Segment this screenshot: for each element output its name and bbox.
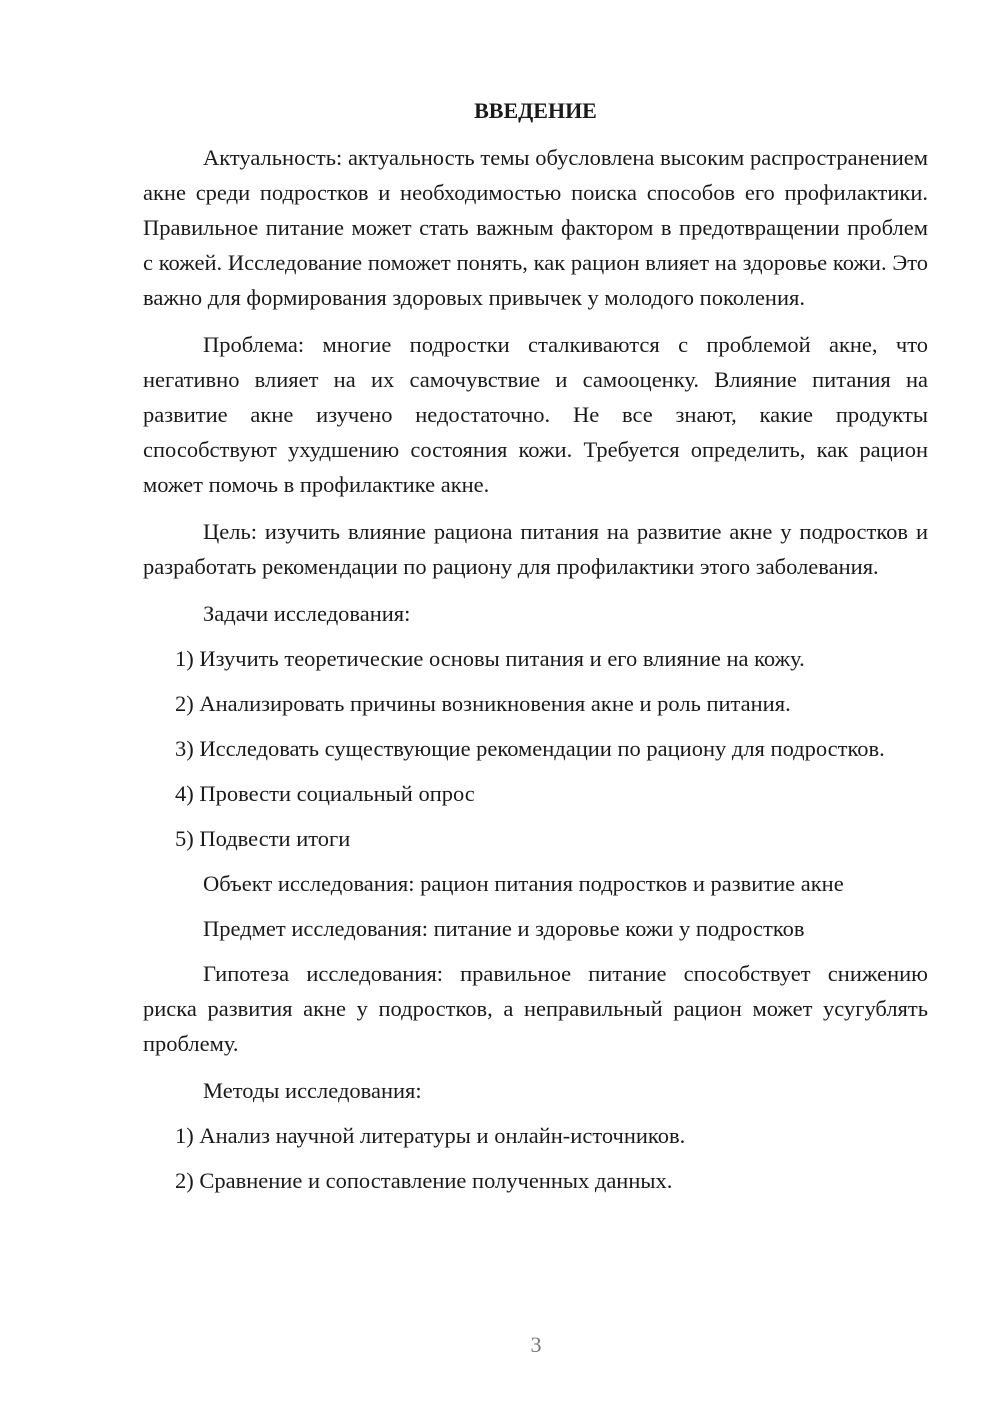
method-item: 1) Анализ научной литературы и онлайн-источников. xyxy=(175,1123,686,1148)
research-object: Объект исследования: рацион питания подростков и развитие акне xyxy=(203,871,844,896)
goal-paragraph: Цель: изучить влияние рациона питания на развитие акне у подростков и разработать рекомендации по рациону для профилактики этого заболевания. xyxy=(143,519,928,579)
section-title: ВВЕДЕНИЕ xyxy=(474,98,597,123)
relevance-paragraph: Актуальность: актуальность темы обусловлена высоким распространением акне среди подростков и необходимостью поиска способов его профилактики. Правильное питание может стать важным фактором в предотвращении проблем с кожей. Исследование поможет понять, как рацион влияет на здоровье кожи. Это важно для формирования здоровых привычек у молодого поколения. xyxy=(143,145,928,310)
task-item: 1) Изучить теоретические основы питания и его влияние на кожу. xyxy=(175,646,805,671)
research-subject: Предмет исследования: питание и здоровье кожи у подростков xyxy=(203,916,805,941)
methods-heading: Методы исследования: xyxy=(203,1078,422,1103)
research-hypothesis: Гипотеза исследования: правильное питание способствует снижению риска развития акне у подростков, а неправильный рацион может усугублять проблему. xyxy=(143,961,928,1056)
task-item: 2) Анализировать причины возникновения акне и роль питания. xyxy=(175,691,791,716)
tasks-heading: Задачи исследования: xyxy=(203,601,411,626)
task-item: 4) Провести социальный опрос xyxy=(175,781,475,806)
task-item: 3) Исследовать существующие рекомендации по рациону для подростков. xyxy=(175,736,885,761)
problem-paragraph: Проблема: многие подростки сталкиваются с проблемой акне, что негативно влияет на их самочувствие и самооценку. Влияние питания на развитие акне изучено недостаточно. Не все знают, какие продукты способствуют ухудшению состояния кожи. Требуется определить, как рацион может помочь в профилактике акне. xyxy=(143,332,928,497)
method-item: 2) Сравнение и сопоставление полученных данных. xyxy=(175,1168,673,1193)
document-body xyxy=(143,96,928,1198)
task-item: 5) Подвести итоги xyxy=(175,826,351,851)
page-number: 3 xyxy=(530,1332,542,1357)
